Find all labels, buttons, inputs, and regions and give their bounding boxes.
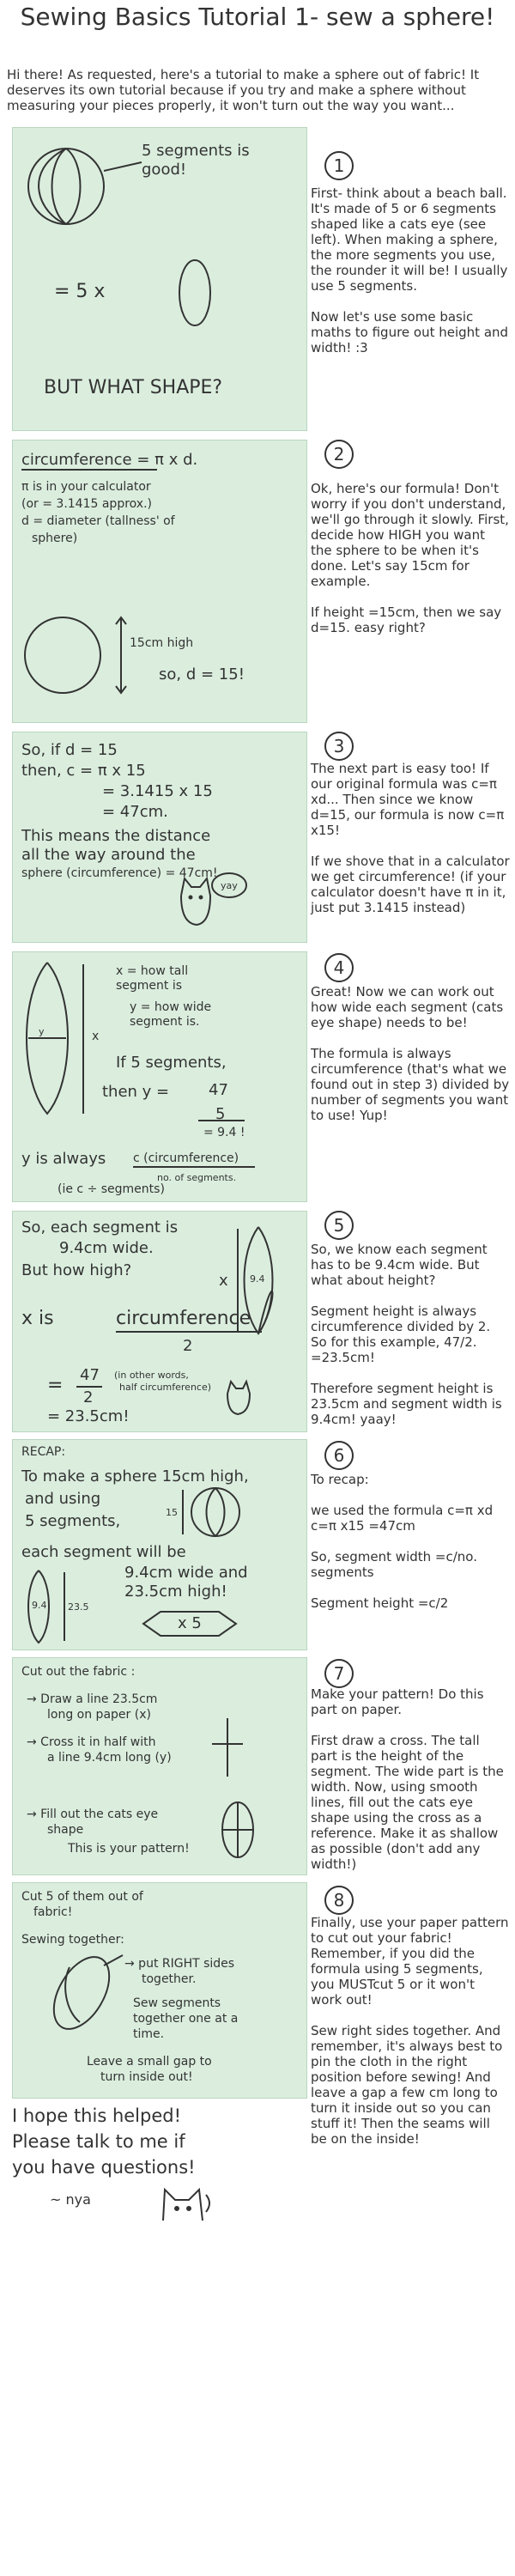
step-7-text: Make your pattern! Do this part on paper. First draw a cross. The tall part is the height of the segment. The wide part is the width. Now, using smooth lines, fill out the cats eye shape using the cross as a reference. Make it as shallow as possible (don't add any width!)	[311, 1686, 504, 1872]
outro-line-2: Please talk to me if	[12, 2131, 185, 2152]
outro-line-1: I hope this helped!	[12, 2105, 182, 2126]
cat-signature-drawing	[154, 2178, 215, 2229]
step-2-text: Ok, here's our formula! Don't worry if you don't understand, we'll go through it slowly. First, decide how HIGH you want the sphere to be when it's done. Let's say 15cm for example. If height =15cm, then we say d=15. easy right?	[311, 481, 509, 635]
page-title: Sewing Basics Tutorial 1- sew a sphere!	[20, 3, 495, 31]
diameter-result: so, d = 15!	[159, 665, 245, 683]
what-shape-question: BUT WHAT SHAPE?	[44, 377, 223, 398]
panel-5: So, each segment is 9.4cm wide. But how high? 9.4 x x is circumference 2 = 47 2 (in other words, half circumference) = 23.5cm!	[12, 1211, 307, 1432]
panel-7: Cut out the fabric : → Draw a line 23.5cm long on paper (x) → Cross it in half with a line 9.4cm long (y) → Fill out the cats eye shape This is your pattern!	[12, 1657, 307, 1875]
step-1-number: 1	[324, 151, 354, 180]
step-3-number: 3	[324, 732, 354, 761]
step-6-number: 6	[324, 1441, 354, 1470]
step-3-text: The next part is easy too! If our original formula was c=π xd... Then since we know d=15, our formula is now c=π x15! If we shove that in a calculator we get circumference! (if your calculator doesn't have π in it, just put 3.1415 instead)	[311, 761, 510, 915]
panel-3: So, if d = 15 then, c = π x 15 = 3.1415 x 15 = 47cm. This means the distance all the way around the sphere (circumference) = 47cm! yay	[12, 732, 307, 943]
x-definition: x = how tall segment is	[116, 964, 189, 993]
panel-8: Cut 5 of them out of fabric! Sewing together: → put RIGHT sides together. Sew segments together one at a time. Leave a small gap to turn inside out!	[12, 1882, 307, 2099]
panel-6: RECAP: To make a sphere 15cm high, and using 5 segments, 15 each segment will be 9.4cm wide and 23.5cm high! x 5 9.4 23.5	[12, 1439, 307, 1650]
step-2-number: 2	[324, 440, 354, 469]
circumference-formula: circumference = π x d.	[21, 451, 198, 469]
panel-4: y x x = how tall segment is y = how wide segment is. If 5 segments, then y = 47 5 = 9.4 ! y is always c (circumference) no. of segments. (ie c ÷ segments)	[12, 951, 307, 1202]
step-8-number: 8	[324, 1886, 354, 1915]
yay-bubble: yay	[221, 880, 238, 891]
intro-text: Hi there! As requested, here's a tutorial to make a sphere out of fabric! It deserves its own tutorial because if you try and make a sphere without measuring your pieces properly, it won't turn out the way you want...	[7, 67, 480, 113]
segments-note: 5 segments is good!	[142, 142, 250, 179]
step-5-number: 5	[324, 1211, 354, 1240]
height-label: 15cm high	[130, 636, 194, 650]
step-5-text: So, we know each segment has to be 9.4cm wide. But what about height? Segment height is always circumference divided by 2. So for this example, 47/2. =23.5cm! Therefore segment height is 23.5cm and segment width is 9.4cm! yaay!	[311, 1242, 502, 1427]
equals-five-times: = 5 x	[54, 281, 106, 302]
step-8-text: Finally, use your paper pattern to cut out your fabric! Remember, if you did the formula using 5 segments, you MUSTcut 5 or it won't work out! Sew right sides together. And remember, it's always best to pin the cloth in the right position before sewing! And leave a gap a few cm long to turn it inside out so you can stuff it! Then the seams will be on the inside!	[311, 1915, 509, 2147]
step-7-number: 7	[324, 1659, 354, 1688]
signature: ~ nya	[50, 2191, 91, 2208]
outro-line-3: you have questions!	[12, 2157, 196, 2178]
step-4-number: 4	[324, 953, 354, 982]
step-4-text: Great! Now we can work out how wide each segment (cats eye shape) needs to be! The formula is always circumference (that's what we found out in step 3) divided by number of segments you want to use! Yup!	[311, 984, 510, 1123]
panel-1	[12, 127, 307, 431]
panel-2: circumference = π x d. π is in your calculator (or = 3.1415 approx.) d = diameter (tallness' of sphere) 15cm high so, d = 15!	[12, 440, 307, 723]
y-definition: y = how wide segment is.	[130, 1000, 212, 1029]
step-1-text: First- think about a beach ball. It's made of 5 or 6 segments shaped like a cats eye (see left). When making a sphere, the more segments you use, the rounder it will be! I usually use 5 segments. Now let's use some basic maths to figure out height and width! :3	[311, 185, 509, 355]
step-6-text: To recap: we used the formula c=π xd c=π x15 =47cm So, segment width =c/no. segments Segment height =c/2	[311, 1472, 494, 1611]
